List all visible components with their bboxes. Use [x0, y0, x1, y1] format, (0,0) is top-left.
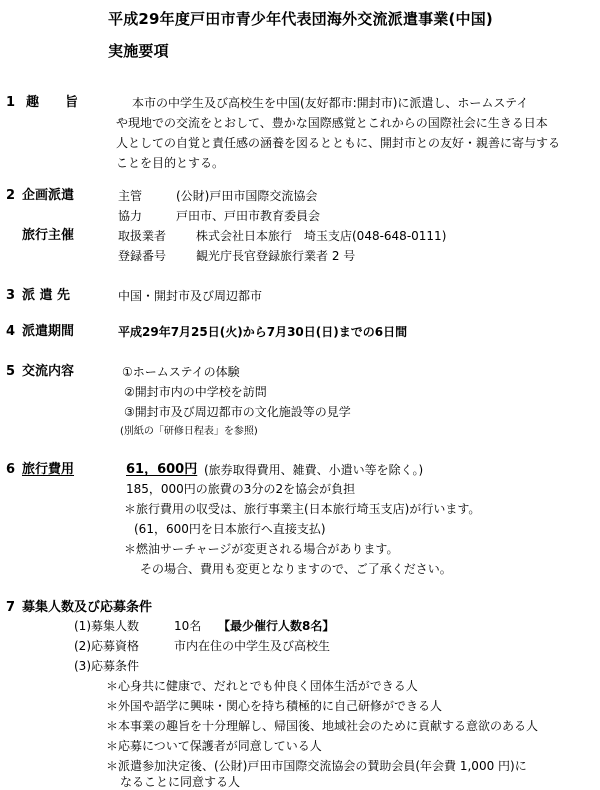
- activity-item: ②開封市内の中学校を訪問: [124, 385, 267, 399]
- condition-item: ＊応募について保護者が同意している人: [106, 739, 322, 753]
- condition-item: なることに同意する人: [120, 775, 241, 789]
- section-number: 4: [6, 324, 16, 339]
- organizer-value: 株式会社日本旅行 埼玉支店(048-648-0111): [196, 229, 447, 243]
- section-number: 7: [6, 600, 16, 615]
- recruit-value: 10名: [174, 619, 202, 633]
- section-number: 3: [6, 288, 16, 303]
- cost-line: ＊旅行費用の収受は、旅行事業主(日本旅行埼玉支店)が行います。: [124, 502, 481, 516]
- section-heading: 企画派遣: [22, 188, 75, 203]
- section-heading: 派遣期間: [22, 324, 75, 339]
- section-number: 5: [6, 364, 16, 379]
- activity-item: ①ホームステイの体験: [122, 365, 240, 379]
- section-heading: 旅行費用: [22, 462, 75, 477]
- cost-price: 61，600円: [126, 462, 198, 477]
- purpose-line: 本市の中学生及び高校生を中国(友好都市:開封市)に派遣し、ホームステイ: [132, 96, 529, 110]
- organizer-value: 観光庁長官登録旅行業者 2 号: [196, 249, 356, 263]
- condition-item: ＊派遣参加決定後、(公財)戸田市国際交流協会の賛助会員(年会費 1,000 円)に: [106, 759, 527, 773]
- purpose-line: 人としての自覚と責任感の涵養を図るとともに、開封市との友好・親善に寄与する: [116, 136, 561, 150]
- section-heading: 交流内容: [22, 364, 75, 379]
- period-value: 平成29年7月25日(火)から7月30日(日)までの6日間: [118, 325, 408, 339]
- section-number: 1: [6, 95, 16, 110]
- condition-item: ＊本事業の趣旨を十分理解し、帰国後、地域社会のために貢献する意欲のある人: [106, 719, 539, 733]
- cost-line: 185，000円の旅費の3分の2を協会が負担: [126, 482, 356, 496]
- recruit-label: (3)応募条件: [74, 659, 139, 673]
- section-heading: 趣 旨: [26, 95, 79, 110]
- purpose-line: ことを目的とする。: [116, 156, 225, 170]
- cost-line: ＊燃油サーチャージが変更される場合があります。: [124, 542, 399, 556]
- cost-line: その場合、費用も変更となりますので、ご了承ください。: [140, 562, 452, 576]
- recruit-label: (1)募集人数: [74, 619, 139, 633]
- organizer-value: 戸田市、戸田市教育委員会: [176, 209, 321, 223]
- organizer-label: 取扱業者: [118, 229, 167, 243]
- section-heading: 旅行主催: [22, 228, 75, 243]
- section-heading: 募集人数及び応募条件: [22, 600, 153, 615]
- document-title: 平成29年度戸田市青少年代表団海外交流派遣事業(中国): [108, 10, 493, 28]
- organizer-label: 主管: [118, 189, 143, 203]
- organizer-value: (公財)戸田市国際交流協会: [176, 189, 318, 203]
- organizer-label: 登録番号: [118, 249, 167, 263]
- activity-note: (別紙の「研修日程表」を参照): [120, 426, 258, 437]
- cost-line: (61，600円を日本旅行へ直接支払): [134, 522, 326, 536]
- section-number: 6: [6, 462, 16, 477]
- condition-item: ＊心身共に健康で、だれとでも仲良く団体生活ができる人: [106, 679, 418, 693]
- recruit-minimum: 【最少催行人数8名】: [218, 619, 335, 633]
- recruit-label: (2)応募資格: [74, 639, 139, 653]
- section-heading: 派 遣 先: [22, 288, 71, 303]
- cost-price-note: (旅券取得費用、雑費、小遣い等を除く。): [204, 463, 424, 477]
- document-subtitle: 実施要項: [108, 42, 169, 60]
- recruit-value: 市内在住の中学生及び高校生: [174, 639, 331, 653]
- section-number: 2: [6, 188, 16, 203]
- activity-item: ③開封市及び周辺都市の文化施設等の見学: [124, 405, 351, 419]
- condition-item: ＊外国や語学に興味・関心を持ち積極的に自己研修ができる人: [106, 699, 443, 713]
- destination-value: 中国・開封市及び周辺都市: [118, 289, 263, 303]
- organizer-label: 協力: [118, 209, 143, 223]
- purpose-line: や現地での交流をとおして、豊かな国際感覚とこれからの国際社会に生きる日本: [116, 116, 548, 130]
